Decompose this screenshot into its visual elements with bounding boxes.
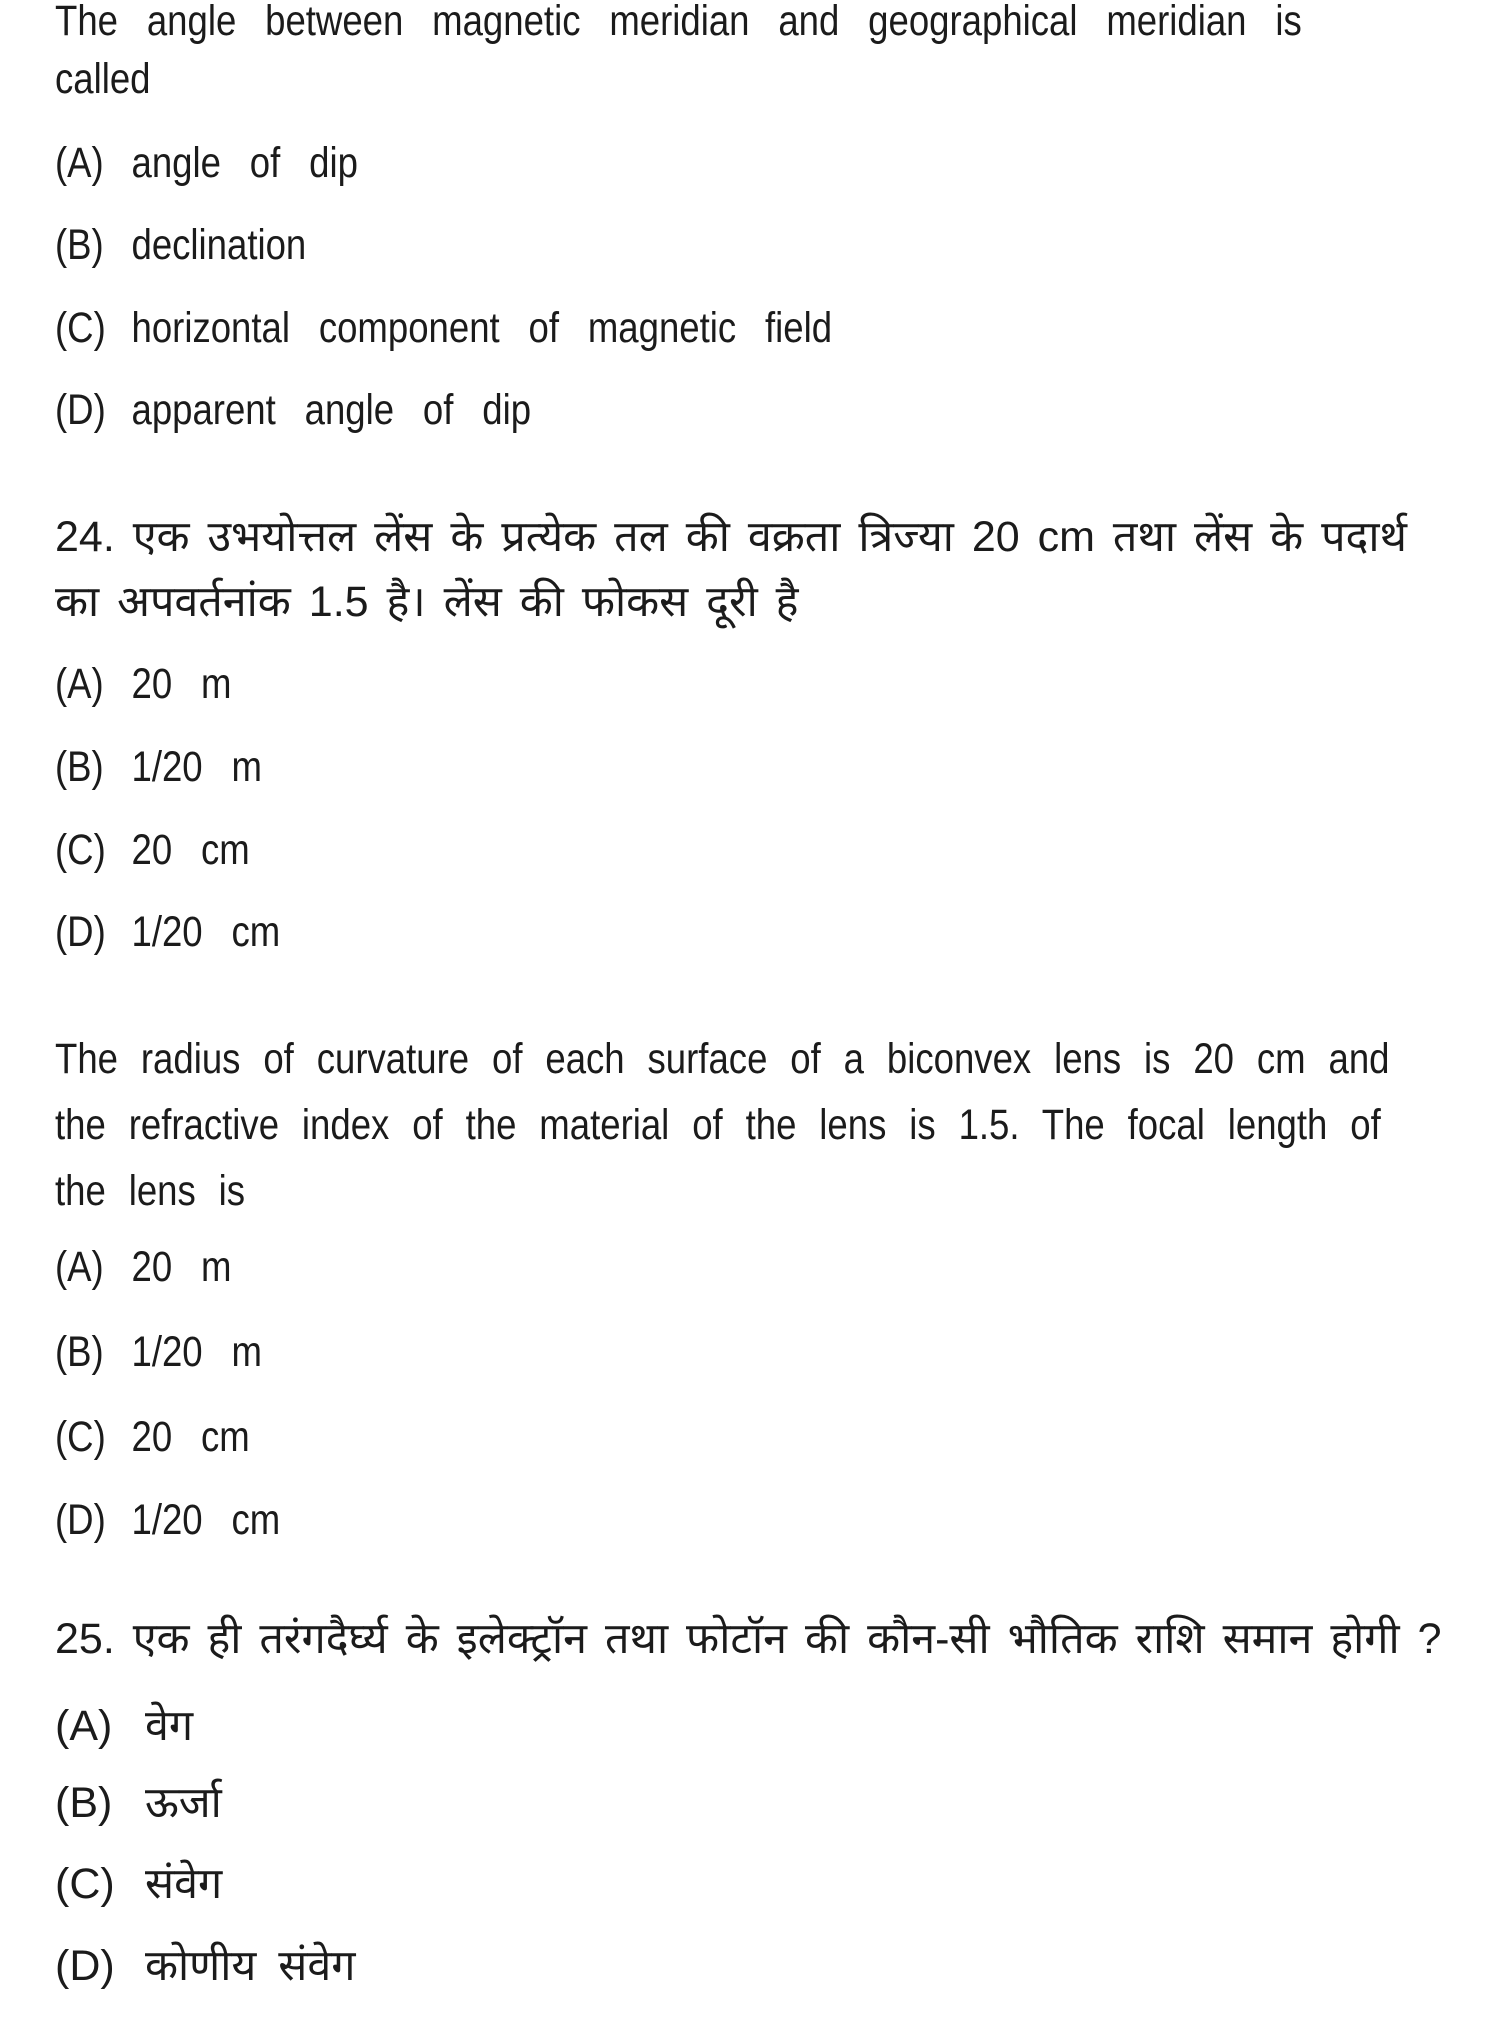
- option-row-d: [55, 1942, 356, 1990]
- option-text: ऊर्जा: [145, 1779, 222, 1827]
- option-label: (C): [55, 826, 106, 874]
- option-text: horizontal component of magnetic field: [131, 304, 833, 352]
- option-label: (D): [55, 1942, 115, 1990]
- option-label: (A): [55, 660, 104, 708]
- option-text: 20 cm: [131, 826, 250, 874]
- question-text-line: the lens is: [55, 1167, 246, 1215]
- option-text: 1/20 m: [131, 743, 262, 791]
- option-label: (B): [55, 221, 104, 269]
- option-text: 1/20 cm: [131, 1496, 281, 1544]
- question-text-line: the refractive index of the material of the lens is 1.5. The focal length of: [55, 1101, 1381, 1149]
- option-row-c: [55, 1413, 250, 1461]
- option-label: (A): [55, 139, 104, 187]
- option-text: वेग: [145, 1702, 194, 1750]
- option-text: apparent angle of dip: [131, 386, 532, 434]
- option-row-d: [55, 386, 532, 434]
- option-text: 1/20 m: [131, 1328, 262, 1376]
- option-label: (B): [55, 743, 104, 791]
- option-row-b: [55, 1779, 222, 1827]
- option-label: (D): [55, 386, 106, 434]
- option-label: (A): [55, 1243, 104, 1291]
- option-text: 1/20 cm: [131, 908, 281, 956]
- option-text: संवेग: [145, 1860, 223, 1908]
- option-label: (C): [55, 1860, 115, 1908]
- option-label: (D): [55, 908, 106, 956]
- option-row-b: [55, 221, 307, 269]
- option-text: angle of dip: [131, 139, 358, 187]
- option-row-b: [55, 743, 262, 791]
- option-row-c: [55, 826, 250, 874]
- option-row-c: [55, 304, 833, 352]
- option-text: 20 m: [131, 1243, 232, 1291]
- option-label: (B): [55, 1779, 113, 1827]
- question-text-line: called: [55, 55, 151, 103]
- option-row-d: [55, 908, 281, 956]
- option-label: (B): [55, 1328, 104, 1376]
- option-row-d: [55, 1496, 281, 1544]
- option-row-a: [55, 139, 358, 187]
- option-label: (C): [55, 1413, 106, 1461]
- option-label: (A): [55, 1702, 113, 1750]
- option-label: (C): [55, 304, 106, 352]
- option-text: 20 cm: [131, 1413, 250, 1461]
- question-text-line: 25. एक ही तरंगदैर्घ्य के इलेक्ट्रॉन तथा फोटॉन की कौन-सी भौतिक राशि समान होगी ?: [55, 1615, 1442, 1663]
- question-text-line: का अपवर्तनांक 1.5 है। लेंस की फोकस दूरी है: [55, 578, 799, 626]
- option-row-c: [55, 1860, 223, 1908]
- question-text-line: The radius of curvature of each surface of a biconvex lens is 20 cm and: [55, 1035, 1390, 1083]
- option-text: declination: [131, 221, 307, 269]
- option-row-a: [55, 1243, 232, 1291]
- question-text-line: The angle between magnetic meridian and geographical meridian is: [55, 0, 1302, 45]
- option-row-a: [55, 660, 232, 708]
- option-text: कोणीय संवेग: [145, 1942, 356, 1990]
- option-text: 20 m: [131, 660, 232, 708]
- option-label: (D): [55, 1496, 106, 1544]
- option-row-b: [55, 1328, 262, 1376]
- question-text-line: 24. एक उभयोत्तल लेंस के प्रत्येक तल की वक्रता त्रिज्या 20 cm तथा लेंस के पदार्थ: [55, 513, 1408, 561]
- option-row-a: [55, 1702, 194, 1750]
